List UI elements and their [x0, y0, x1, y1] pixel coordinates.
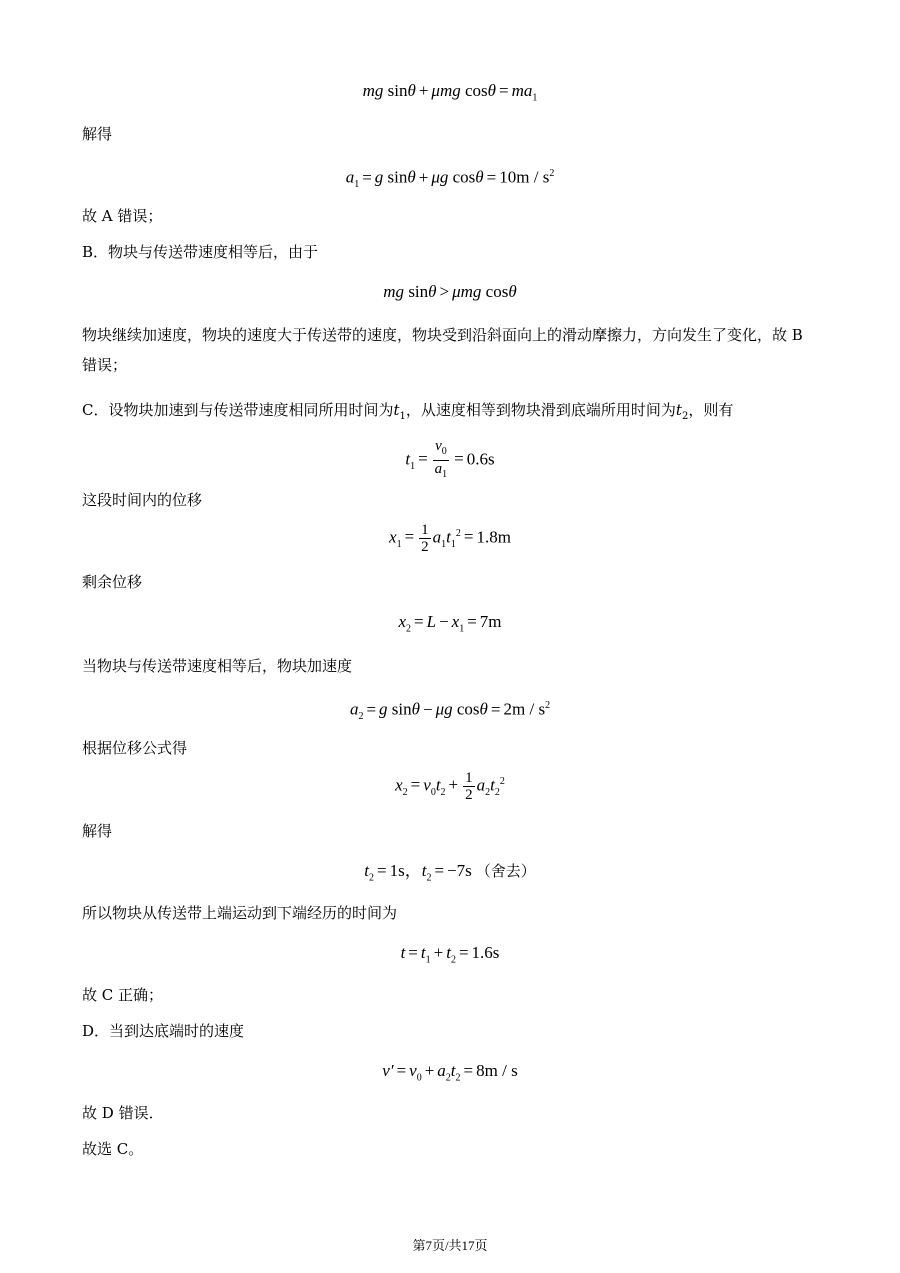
text-d-intro: D．当到达底端时的速度 [82, 1022, 245, 1040]
equation-t2: $t_2 = 1s$，$t_2 = -7s$ （舍去） [364, 861, 536, 884]
value-t2: 1s [389, 861, 405, 880]
text-remaining: 剩余位移 [82, 573, 143, 591]
text-total-time: 所以物块从传送带上端运动到下端经历的时间为 [82, 904, 398, 922]
equation-b-inequality: mg sinθ > μmg cosθ [383, 282, 517, 301]
equation-x2: $x_2 = L - x_1 = 7m$ [398, 612, 502, 635]
text-b-intro: B．物块与传送带速度相等后，由于 [82, 243, 319, 261]
text-displacement: 这段时间内的位移 [82, 491, 203, 509]
equation-x2-formula: $x_2 = v_0t_2$ + $\frac{1}{2}$ $a_2t_2^2$ [395, 770, 505, 803]
text-c-intro-a: C．设物块加速到与传送带速度相同所用时间为 [82, 401, 394, 419]
value-t1: 0.6s [466, 449, 495, 469]
text-jiede-1: 解得 [82, 125, 113, 143]
value-a2: 2m / s [503, 699, 546, 719]
value-x1: 1.8m [476, 527, 511, 547]
equation-newton-first: mg sinθ + μmg $\cos\theta = ma_1$ [362, 81, 538, 104]
value-x2: 7m [479, 612, 502, 631]
equation-total-time: $t = t_1 + t_2 = 1.6s$ [400, 943, 500, 966]
page-number-footer: 第7页/共17页 [412, 1238, 488, 1253]
equation-v-end: $v' = v_0 + a_2t_2 = 8m / s$ [382, 1061, 518, 1084]
text-formula: 根据位移公式得 [82, 739, 188, 757]
fraction-v0-a1: $\frac{v_0}{a_1}$ [434, 438, 448, 480]
value-v-end: 8m / s [476, 1061, 518, 1080]
value-total-time: 1.6s [471, 943, 500, 962]
fraction-one-half-2: $\frac{1}{2}$ [465, 770, 473, 803]
fraction-one-half: $\frac{1}{2}$ [421, 522, 429, 555]
text-discard: （舍去） [475, 864, 536, 880]
text-c-intro: C．设物块加速到与传送带速度相同所用时间为$t_1$，从速度相等到物块滑到底端所用时间为$t_2$，则有 [82, 401, 734, 422]
text-c-intro-c: ，则有 [688, 401, 734, 419]
value-a1: 10m / s [499, 167, 550, 187]
value-t2-negative: −7s [447, 861, 472, 880]
equation-a2: $a_2 = g$ sinθ − μg $\cos\theta = 2m / s^2$ [349, 699, 551, 723]
equation-a1: $a_1 = g$ sinθ + μg $\cos\theta = 10m / s^2$ [345, 167, 555, 191]
equation-t1: $t_1$ = $\frac{v_0}{a_1}$ = 0.6s [0, 438, 900, 483]
text-d-wrong: 故 D 错误． [82, 1104, 164, 1122]
equation-x1: $x_1$ = $\frac{1}{2}$ $a_1t_1^2 = 1.8m$ [389, 522, 511, 555]
text-a-wrong: 故 A 错误； [82, 207, 163, 225]
text-c-correct: 故 C 正确； [82, 986, 164, 1004]
text-b-explain: 物块继续加速度，物块的速度大于传送带的速度，物块受到沿斜面向上的滑动摩擦力，方向发生了变化，故 B 错误； [82, 326, 803, 374]
text-answer: 故选 C。 [82, 1140, 144, 1158]
text-jiede-2: 解得 [82, 822, 113, 840]
text-c-intro-b: ，从速度相等到物块滑到底端所用时间为 [405, 401, 676, 419]
text-after-equal: 当物块与传送带速度相等后，物块加速度 [82, 657, 353, 675]
